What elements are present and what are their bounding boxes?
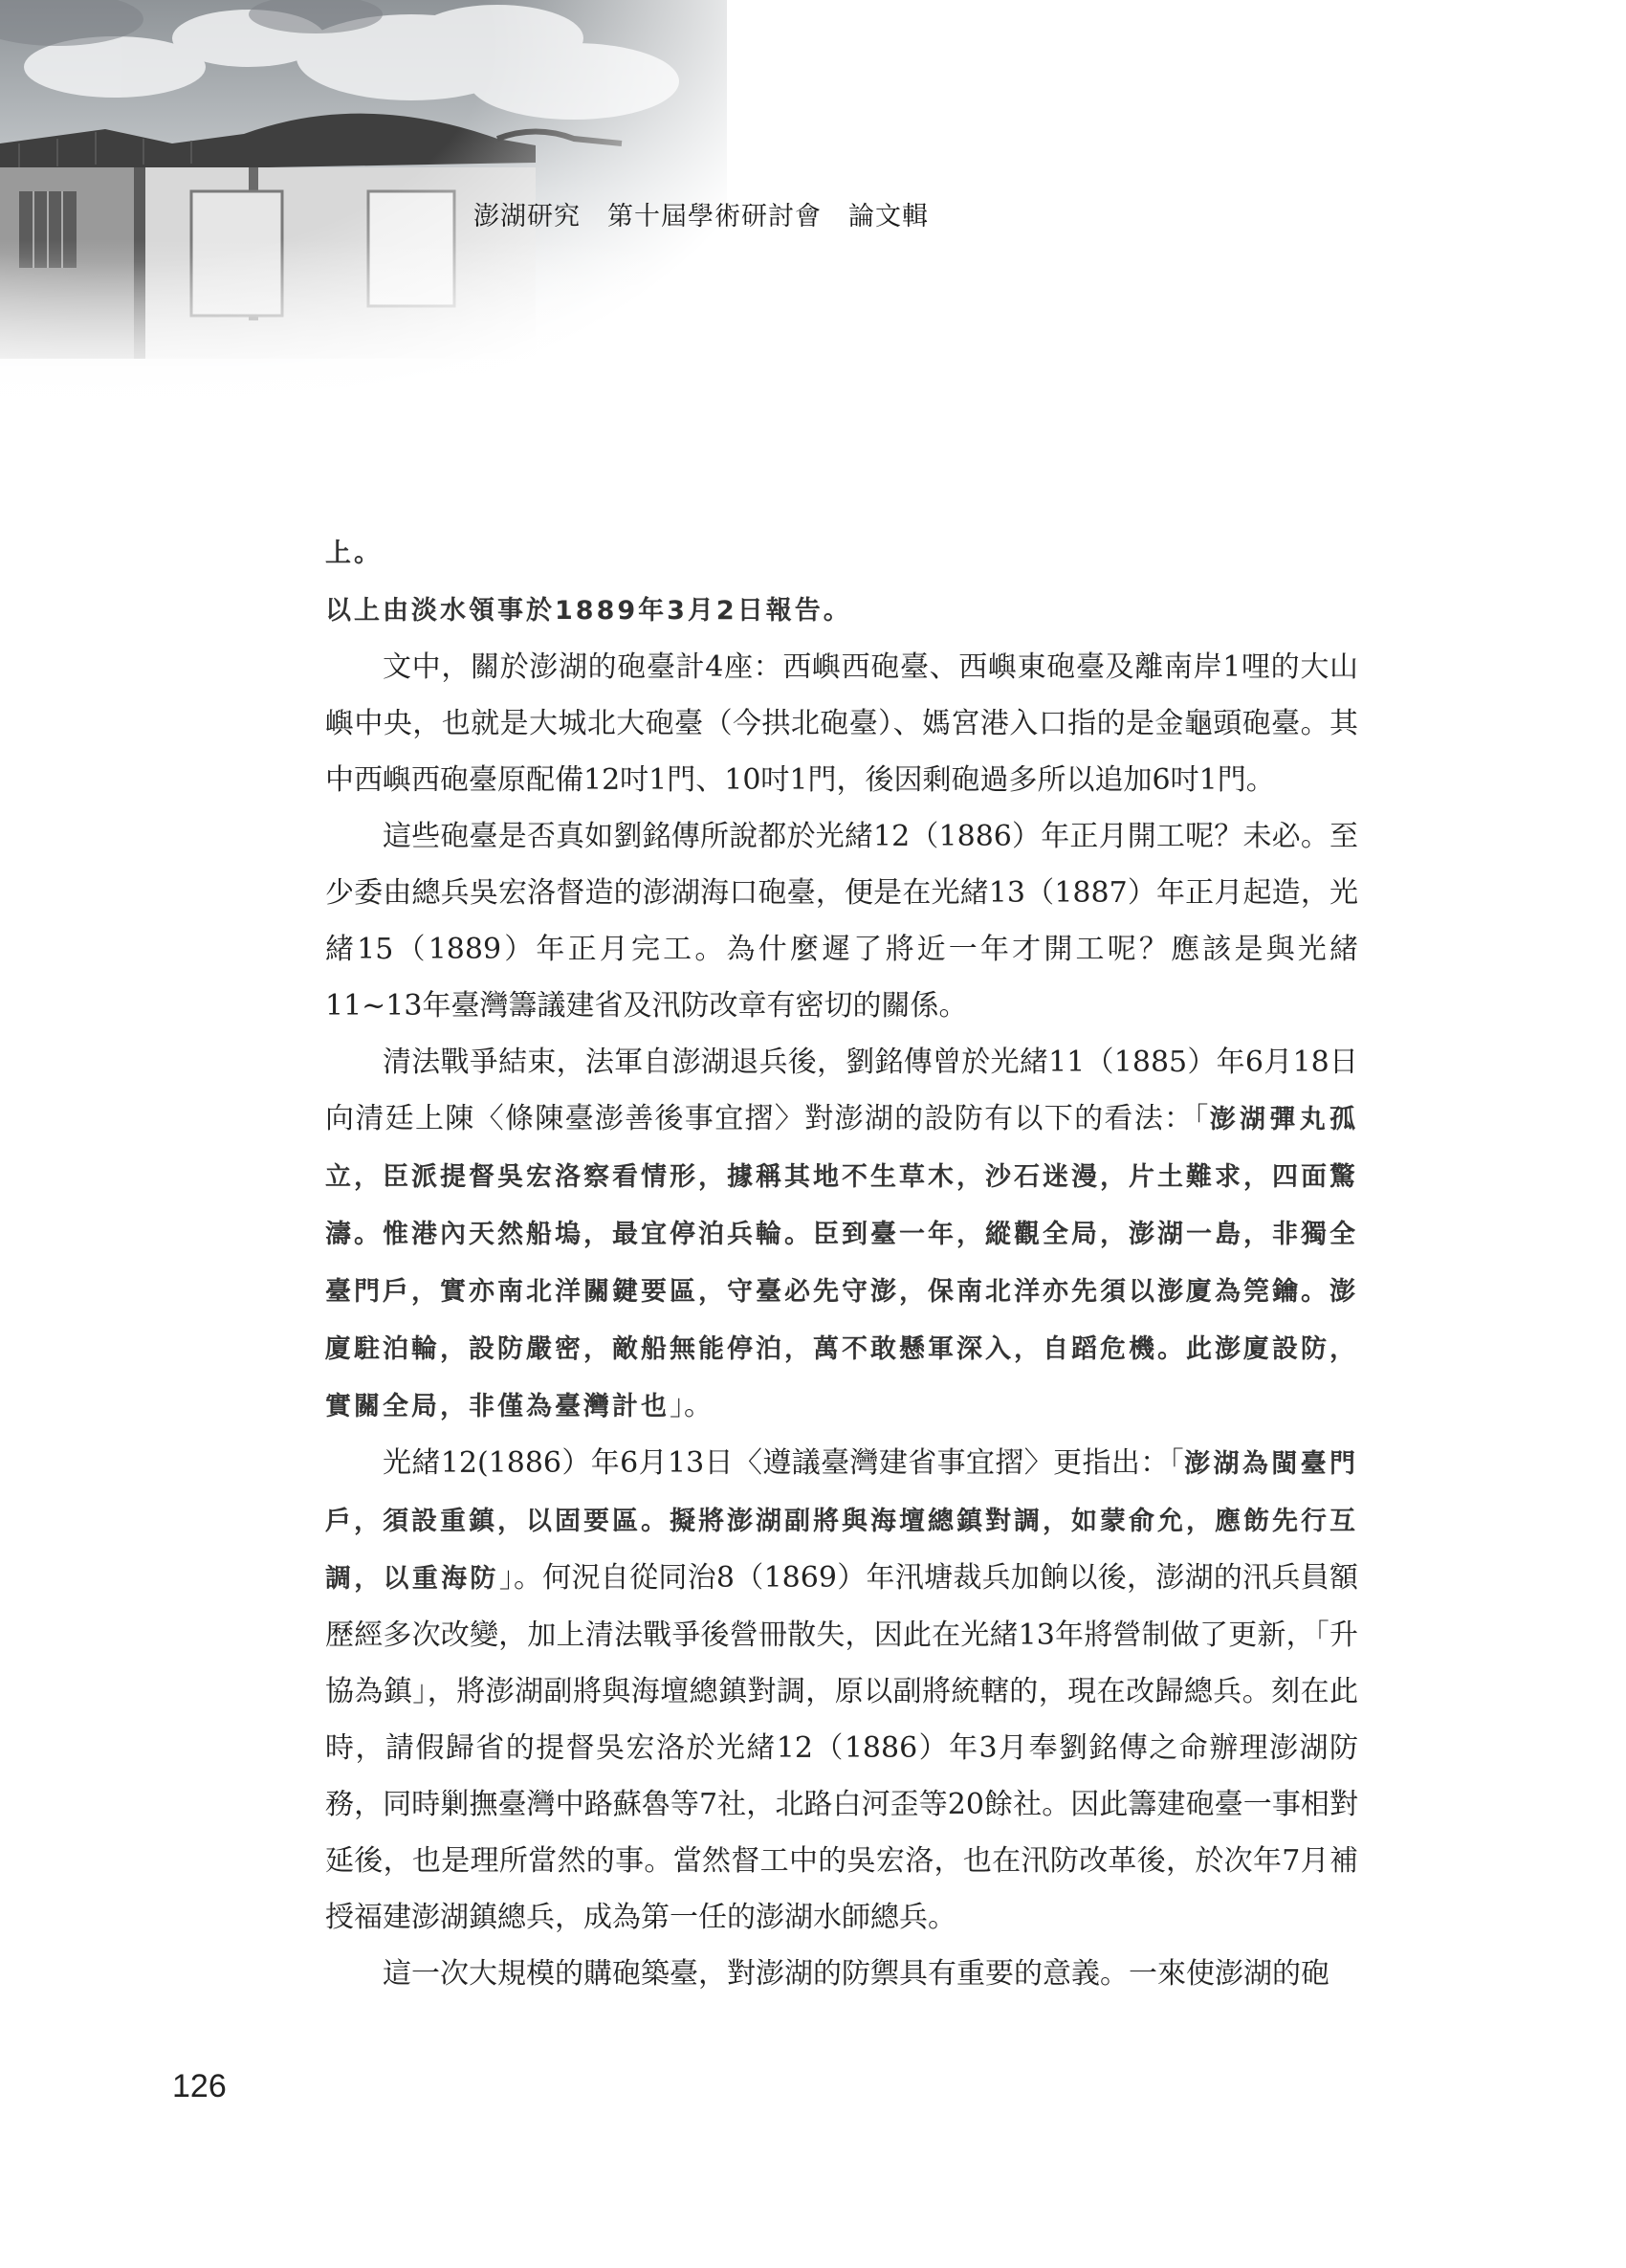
quoted-text: 澎湖為閩臺門戶，須設重鎮，以固要區。擬將澎湖副將與海壇總鎮對調，如蒙俞允，應飭先行互調，以重海防	[325, 1449, 1358, 1594]
quoted-text: 澎湖彈丸孤立，臣派提督吳宏洛察看情形，據稱其地不生草木，沙石迷漫，片土難求，四面驚濤。惟港內天然船塢，最宜停泊兵輪。臣到臺一年，縱觀全局，澎湖一島，非獨全臺門戶，實亦南北洋關鍵要區，守臺必先守澎，保南北洋亦先須以澎廈為筦鑰。澎廈駐泊輪，設防嚴密，敵船無能停泊，萬不敢懸軍深入，自蹈危機。此澎廈設防，實關全局，非僅為臺灣計也	[325, 1105, 1359, 1421]
quoted-text: 以上由淡水領事於1889年3月2日報告。	[325, 596, 852, 626]
running-header-title: 澎湖研究 第十屆學術研討會 論文輯	[473, 202, 929, 231]
paragraph	[325, 582, 1358, 639]
paragraph-text: 」。	[670, 1389, 713, 1422]
article-body	[325, 524, 1358, 2002]
quoted-text: 上。	[325, 539, 383, 568]
paragraph-text: 文中，關於澎湖的砲臺計4座：西嶼西砲臺、西嶼東砲臺及離南岸1哩的大山嶼中央，也就是大城北大砲臺（今拱北砲臺）、媽宮港入口指的是金龜頭砲臺。其中西嶼西砲臺原配備12吋1門、10吋1門，後因剩砲過多所以追加6吋1門。	[325, 650, 1358, 797]
paragraph	[325, 1946, 1358, 2002]
paragraph	[325, 524, 1358, 582]
paragraph-text: 」。何況自從同治8（1869）年汛塘裁兵加餉以後，澎湖的汛兵員額歷經多次改變，加上清法戰爭後營冊散失，因此在光緒13年將營制做了更新，「升協為鎮」，將澎湖副將與海壇總鎮對調，原以副將統轄的，現在改歸總兵。刻在此時，請假歸省的提督吳宏洛於光緒12（1886）年3月奉劉銘傳之命辦理澎湖防務，同時剿撫臺灣中路蘇魯等7社，北路白河歪等20餘社。因此籌建砲臺一事相對延後，也是理所當然的事。當然督工中的吳宏洛，也在汛防改革後，於次年7月補授福建澎湖鎮總兵，成為第一任的澎湖水師總兵。	[325, 1561, 1358, 1934]
paragraph-text: 光緒12(1886）年6月13日〈遵議臺灣建省事宜摺〉更指出：「	[383, 1446, 1185, 1480]
paragraph	[325, 808, 1358, 1034]
paragraph-text: 這一次大規模的購砲築臺，對澎湖的防禦具有重要的意義。一來使澎湖的砲	[383, 1957, 1329, 1991]
paragraph-text: 這些砲臺是否真如劉銘傳所說都於光緒12（1886）年正月開工呢？未必。至少委由總兵吳宏洛督造的澎湖海口砲臺，便是在光緒13（1887）年正月起造，光緒15（1889）年正月完工。為什麼遲了將近一年才開工呢？應該是與光緒11~13年臺灣籌議建省及汛防改章有密切的關係。	[325, 820, 1358, 1023]
paragraph	[325, 639, 1358, 808]
paragraph	[325, 1034, 1358, 1435]
page-number: 126	[172, 2068, 227, 2104]
paragraph-text: 清法戰爭結束，法軍自澎湖退兵後，劉銘傳曾於光緒11（1885）年6月18日向清廷上陳〈條陳臺澎善後事宜摺〉對澎湖的設防有以下的看法：「	[325, 1046, 1358, 1135]
paragraph	[325, 1435, 1358, 1946]
